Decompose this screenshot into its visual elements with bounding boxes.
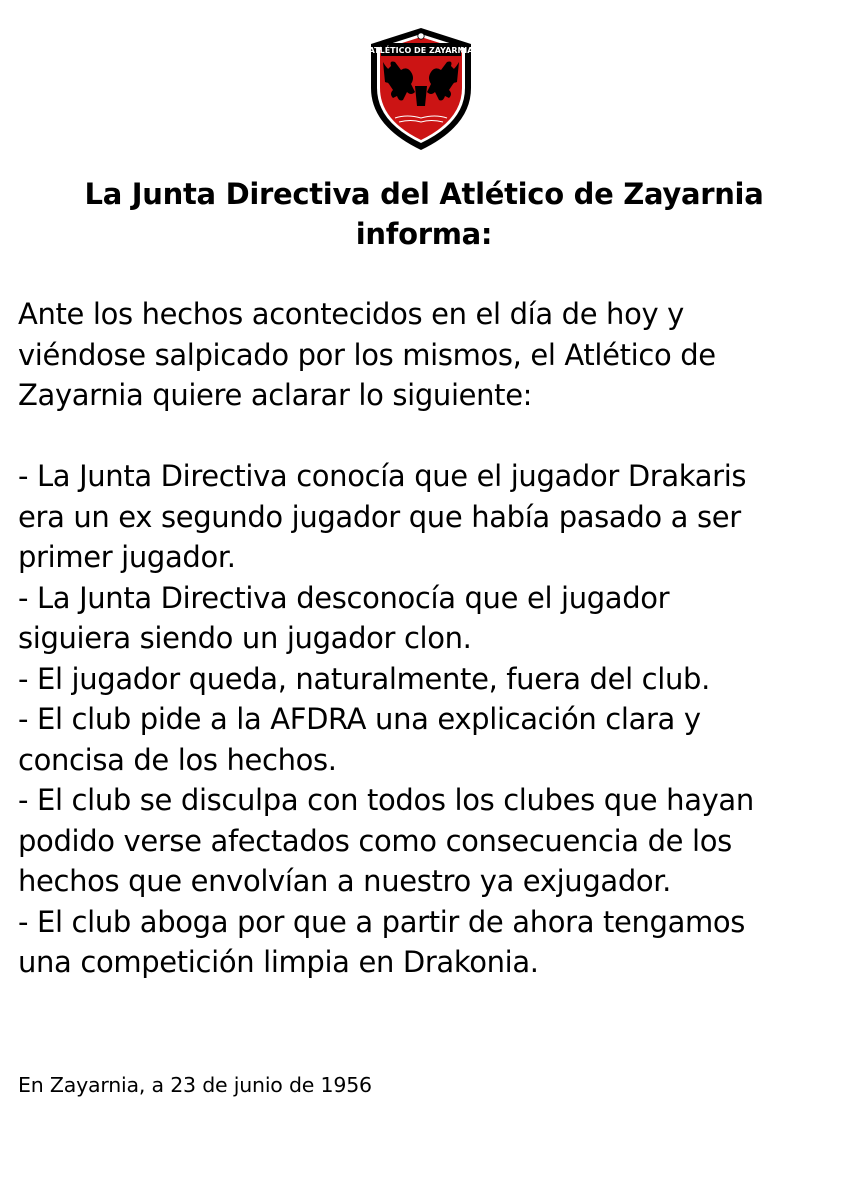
point-line: - El jugador queda, naturalmente, fuera del club. <box>18 661 710 696</box>
point-line: - La Junta Directiva desconocía que el jugador <box>18 580 670 615</box>
svg-text:ATLÉTICO DE ZAYARNIA: ATLÉTICO DE ZAYARNIA <box>368 46 474 55</box>
intro-paragraph <box>18 294 838 416</box>
point-line: primer jugador. <box>18 540 236 574</box>
point-line: - La Junta Directiva conocía que el jugador Drakaris <box>18 459 747 493</box>
intro-line: viéndose salpicado por los mismos, el Atlético de <box>18 337 716 372</box>
point-line: podido verse afectados como consecuencia de los <box>18 823 732 858</box>
point-line: siguiera siendo un jugador clon. <box>18 621 472 655</box>
point-3 <box>18 659 838 700</box>
point-4 <box>18 699 838 780</box>
point-1 <box>18 456 838 578</box>
announcement-body <box>18 294 838 983</box>
intro-line: Ante los hechos acontecidos en el día de hoy y <box>18 297 684 331</box>
title-line-1: La Junta Directiva del Atlético de Zayarnia <box>84 177 764 211</box>
point-line: hechos que envolvían a nuestro ya exjugador. <box>18 864 672 898</box>
point-line: - El club aboga por que a partir de ahora tengamos <box>18 904 746 939</box>
announcement-title <box>0 174 848 254</box>
place-and-date: En Zayarnia, a 23 de junio de 1956 <box>18 1073 372 1097</box>
intro-line: Zayarnia quiere aclarar lo siguiente: <box>18 378 533 412</box>
point-6 <box>18 902 838 983</box>
point-2 <box>18 578 838 659</box>
point-5 <box>18 780 838 902</box>
point-line: una competición limpia en Drakonia. <box>18 945 539 979</box>
point-line: - El club pide a la AFDRA una explicación clara y <box>18 702 701 736</box>
point-line: concisa de los hechos. <box>18 742 337 777</box>
title-line-2: informa: <box>355 217 493 251</box>
point-line: - El club se disculpa con todos los clubes que hayan <box>18 783 754 817</box>
club-crest-logo <box>367 26 475 152</box>
point-line: era un ex segundo jugador que había pasado a ser <box>18 499 741 534</box>
paragraph-spacer <box>18 416 838 457</box>
